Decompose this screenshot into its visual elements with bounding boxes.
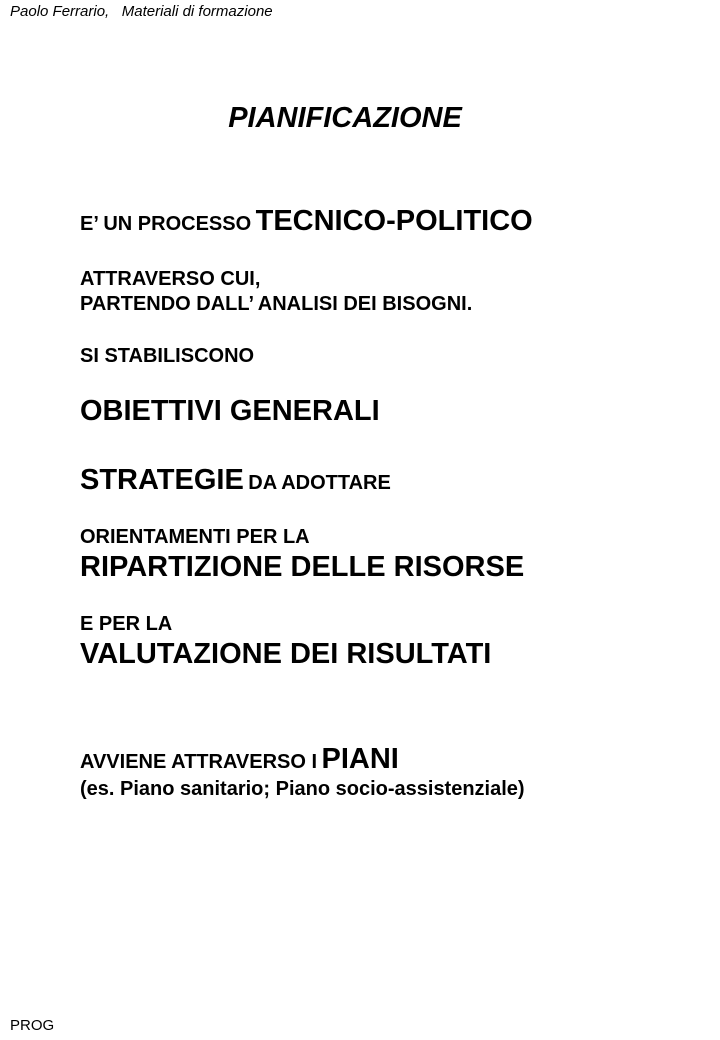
line-establish: SI STABILISCONO (80, 345, 255, 367)
line-general-objectives: OBIETTIVI GENERALI (80, 395, 380, 427)
line-strategies-suffix: DA ADOTTARE (248, 472, 391, 494)
line-plans-prefix: AVVIENE ATTRAVERSO I (80, 751, 318, 773)
line-plans-examples: (es. Piano sanitario; Piano socio-assistenziale) (80, 778, 525, 800)
line-needs-analysis: PARTENDO DALL’ ANALISI DEI BISOGNI. (80, 293, 473, 315)
line-process-prefix: E’ UN PROCESSO (80, 213, 252, 235)
line-strategies (80, 464, 391, 497)
line-strategies-emph: STRATEGIE (80, 464, 244, 496)
line-resource-allocation: RIPARTIZIONE DELLE RISORSE (80, 551, 525, 583)
header-author: Paolo Ferrario, (10, 3, 110, 20)
line-process (80, 205, 533, 238)
header-subtitle: Materiali di formazione (121, 3, 273, 20)
page-header (10, 3, 273, 20)
line-process-emph: TECNICO-POLITICO (255, 205, 533, 237)
line-orientations: ORIENTAMENTI PER LA (80, 526, 310, 548)
page-footer: PROG (10, 1017, 55, 1034)
line-results-evaluation: VALUTAZIONE DEI RISULTATI (80, 638, 492, 670)
line-plans-emph: PIANI (321, 743, 399, 775)
line-through: ATTRAVERSO CUI, (80, 268, 261, 290)
line-and-for: E PER LA (80, 613, 173, 635)
page-title: PIANIFICAZIONE (228, 102, 462, 134)
line-plans (80, 743, 399, 776)
